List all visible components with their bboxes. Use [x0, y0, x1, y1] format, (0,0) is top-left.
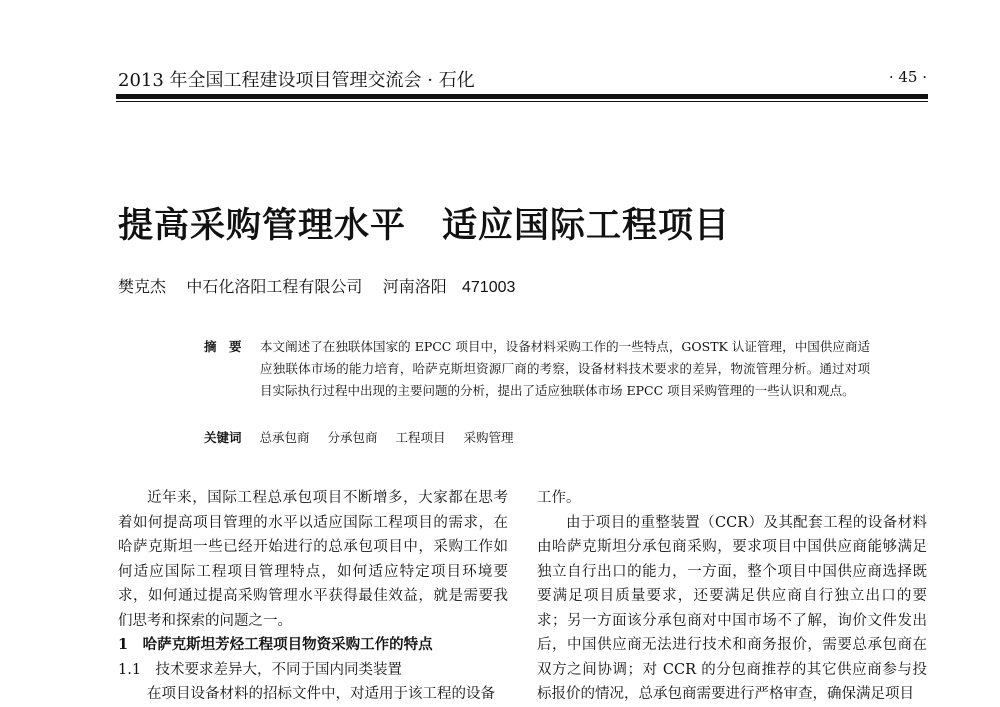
- abstract: [204, 336, 870, 402]
- body-paragraph-continued: 工作。: [537, 490, 581, 506]
- abstract-label: 摘 要: [204, 339, 242, 354]
- page-number: · 45 ·: [888, 68, 927, 86]
- affiliation: 中石化洛阳工程有限公司: [186, 277, 363, 296]
- abstract-text: 本文阐述了在独联体国家的 EPCC 项目中，设备材料采购工作的一些特点，GOSTK 认证管理，中国供应商适应独联体市场的能力培育，哈萨克斯坦资源厂商的考察，设备材料技术要求的差异，物流管理分析。通过对项目实际执行过程中出现的主要问题的分析，提出了适应独联体市场 EPCC 项目采购管理的一些认识和观点。: [260, 339, 870, 398]
- keyword: 分承包商: [327, 430, 378, 445]
- section-heading: 1 哈萨克斯坦芳烃工程项目物资采购工作的特点: [118, 636, 433, 653]
- postcode: 471003: [462, 279, 516, 296]
- body-column-left: [118, 486, 508, 707]
- subsection-heading: 1.1 技术要求差异大，不同于国内同类装置: [118, 661, 403, 678]
- author-name: 樊克杰: [118, 277, 167, 296]
- keywords-label: 关键词: [204, 430, 242, 445]
- body-paragraph: 由于项目的重整装置（CCR）及其配套工程的设备材料由哈萨克斯坦分承包商采购，要求项目中国供应商能够满足独立自行出口的能力，一方面，整个项目中国供应商选择既要满足项目质量要求，还要满足供应商自行独立出口的要求；另一方面该分承包商对中国市场不了解，询价文件发出后，中国供应商无法进行技术和商务报价，需要总承包商在双方之间协调；对 CCR 的分包商推荐的其它供应商参与投标报价的情况，总承包商需要进行严格审查，确保满足项目: [537, 514, 927, 702]
- location: 河南洛阳: [382, 277, 447, 296]
- header-rule-thin: [116, 101, 928, 102]
- intro-paragraph: 近年来，国际工程总承包项目不断增多，大家都在思考着如何提高项目管理的水平以适应国际工程项目的需求，在哈萨克斯坦一些已经开始进行的总承包项目中，采购工作如何适应国际工程项目管理特点，如何适应特定项目环境要求，如何通过提高采购管理水平获得最佳效益，就是需要我们思考和探索的问题之一。: [118, 490, 508, 629]
- body-paragraph: 在项目设备材料的招标文件中，对适用于该工程的设备: [147, 686, 495, 702]
- article-title: 提高采购管理水平 适应国际工程项目: [118, 205, 731, 246]
- keyword: 总承包商: [259, 430, 310, 445]
- body-column-right: [537, 486, 927, 707]
- running-head: [118, 66, 927, 94]
- header-rule-thick: [116, 94, 928, 99]
- keyword: 采购管理: [463, 430, 514, 445]
- keywords: [204, 428, 528, 446]
- keyword: 工程项目: [395, 430, 446, 445]
- byline: [118, 274, 515, 297]
- conference-title: 2013 年全国工程建设项目管理交流会 · 石化: [118, 70, 475, 91]
